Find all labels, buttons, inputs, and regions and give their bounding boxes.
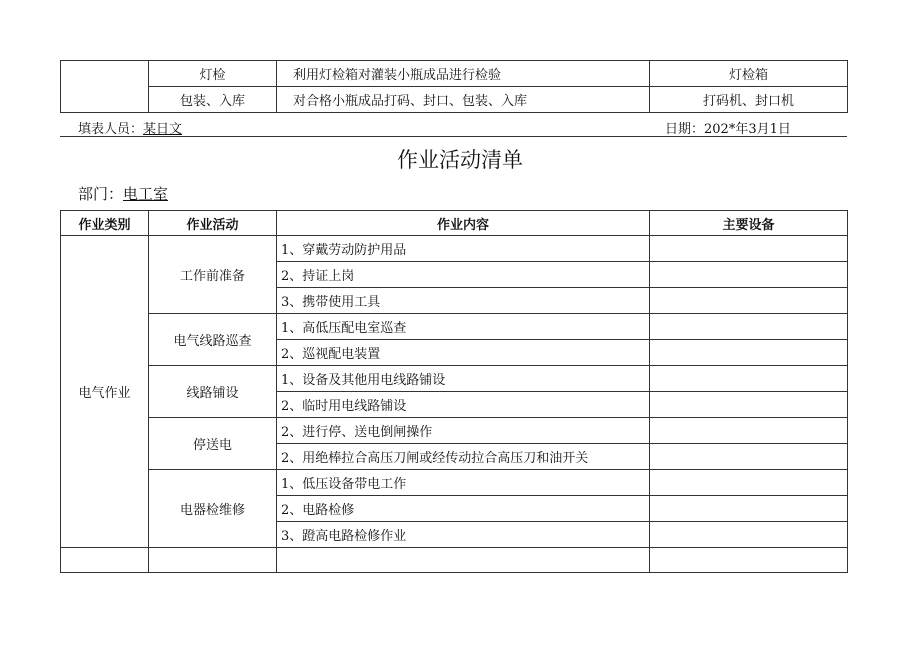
content-cell: 对合格小瓶成品打码、封口、包装、入库 bbox=[277, 87, 650, 113]
content-cell: 2、临时用电线路铺设 bbox=[277, 392, 650, 418]
table-row bbox=[61, 236, 848, 262]
header-content: 作业内容 bbox=[277, 211, 650, 236]
header-equipment: 主要设备 bbox=[650, 211, 848, 236]
content-cell: 利用灯检箱对灌装小瓶成品进行检验 bbox=[277, 61, 650, 87]
category-cell: 电气作业 bbox=[61, 236, 149, 548]
equipment-cell bbox=[650, 418, 848, 444]
content-cell: 3、蹬高电路检修作业 bbox=[277, 522, 650, 548]
table-row bbox=[61, 470, 848, 496]
header-row bbox=[61, 211, 848, 236]
equipment-cell bbox=[650, 444, 848, 470]
filler-name: 某日文 bbox=[143, 122, 183, 137]
equipment-cell bbox=[650, 392, 848, 418]
content-cell: 3、携带使用工具 bbox=[277, 288, 650, 314]
content-cell: 1、低压设备带电工作 bbox=[277, 470, 650, 496]
content-cell: 2、用绝棒拉合高压刀闸或经传动拉合高压刀和油开关 bbox=[277, 444, 650, 470]
blank-cell bbox=[650, 548, 848, 573]
previous-page-table bbox=[60, 60, 848, 113]
table-row bbox=[61, 61, 848, 87]
equipment-cell: 打码机、封口机 bbox=[650, 87, 848, 113]
blank-cell bbox=[277, 548, 650, 573]
content-cell: 2、巡视配电装置 bbox=[277, 340, 650, 366]
activity-cell: 线路铺设 bbox=[149, 366, 277, 418]
header-activity: 作业活动 bbox=[149, 211, 277, 236]
content-cell: 2、电路检修 bbox=[277, 496, 650, 522]
equipment-cell bbox=[650, 262, 848, 288]
header-category: 作业类别 bbox=[61, 211, 149, 236]
content-cell: 2、进行停、送电倒闸操作 bbox=[277, 418, 650, 444]
filler-field bbox=[78, 118, 182, 137]
page-title: 作业活动清单 bbox=[397, 148, 523, 172]
content-cell: 1、高低压配电室巡查 bbox=[277, 314, 650, 340]
table-row bbox=[61, 418, 848, 444]
equipment-cell bbox=[650, 522, 848, 548]
department-value: 电工室 bbox=[123, 185, 169, 203]
activity-cell: 灯检 bbox=[149, 61, 277, 87]
activity-cell: 包装、入库 bbox=[149, 87, 277, 113]
content-cell: 2、持证上岗 bbox=[277, 262, 650, 288]
activity-cell: 电器检维修 bbox=[149, 470, 277, 548]
equipment-cell bbox=[650, 496, 848, 522]
activity-list-table bbox=[60, 210, 848, 573]
equipment-cell: 灯检箱 bbox=[650, 61, 848, 87]
equipment-cell bbox=[650, 236, 848, 262]
activity-cell: 工作前准备 bbox=[149, 236, 277, 314]
content-cell: 1、穿戴劳动防护用品 bbox=[277, 236, 650, 262]
equipment-cell bbox=[650, 340, 848, 366]
content-cell: 1、设备及其他用电线路铺设 bbox=[277, 366, 650, 392]
blank-cell bbox=[61, 548, 149, 573]
equipment-cell bbox=[650, 366, 848, 392]
equipment-cell bbox=[650, 470, 848, 496]
blank-row bbox=[61, 548, 848, 573]
table-row bbox=[61, 366, 848, 392]
table-row bbox=[61, 87, 848, 113]
department-field bbox=[78, 183, 168, 204]
empty-category-cell bbox=[61, 61, 149, 113]
date-field: 日期：202*年3月1日 bbox=[665, 122, 791, 137]
blank-cell bbox=[149, 548, 277, 573]
activity-cell: 电气线路巡查 bbox=[149, 314, 277, 366]
department-label: 部门： bbox=[78, 185, 124, 203]
equipment-cell bbox=[650, 314, 848, 340]
table-row bbox=[61, 314, 848, 340]
form-meta-line bbox=[60, 116, 847, 137]
filler-label: 填表人员： bbox=[78, 122, 144, 137]
equipment-cell bbox=[650, 288, 848, 314]
activity-cell: 停送电 bbox=[149, 418, 277, 470]
